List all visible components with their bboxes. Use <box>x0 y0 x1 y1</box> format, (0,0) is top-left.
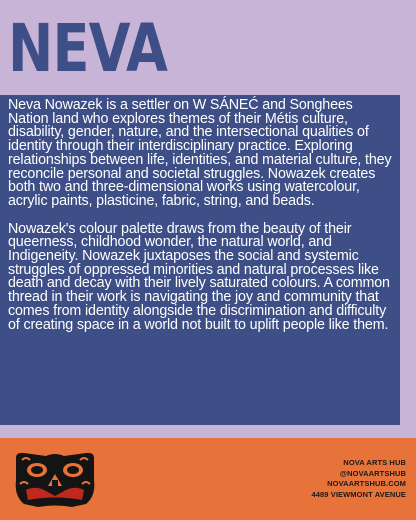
contact-block <box>311 458 406 500</box>
formline-logo-icon <box>12 450 98 510</box>
page-title: NEVA <box>8 10 168 87</box>
social-handle[interactable]: @NOVAARTSHUB <box>339 468 406 478</box>
footer <box>0 438 416 520</box>
street-address: 4489 VIEWMONT AVENUE <box>311 489 406 499</box>
bio-paragraph-2: Nowazek's colour palette draws from the beauty of their queerness, childhood wonder, the natural world, and Indigeneity. Nowazek juxtaposes the social and systemic struggles of oppressed minorities and natural processes like death and decay with their lively saturated colours. A common thread in their work is navigating the joy and community that comes from identity alongside the discrimination and difficulty of creating space in a world not built to uplift people like them. <box>8 220 390 333</box>
website-link[interactable]: NOVAARTSHUB.COM <box>327 479 406 489</box>
bio-paragraph-1: Neva Nowazek is a settler on W SÁNEĆ and Songhees Nation land who explores themes of their Métis culture, disability, gender, nature, and the intersectional qualities of identity through their interdisciplinary practice. Exploring relationships between life, identities, and material culture, they reconcile personal and societal struggles. Nowazek creates both two and three-dimensional works using watercolour, acrylic paints, plasticine, fabric, string, and beads. <box>8 97 392 209</box>
org-name: NOVA ARTS HUB <box>343 458 406 467</box>
bio-card <box>0 95 400 425</box>
